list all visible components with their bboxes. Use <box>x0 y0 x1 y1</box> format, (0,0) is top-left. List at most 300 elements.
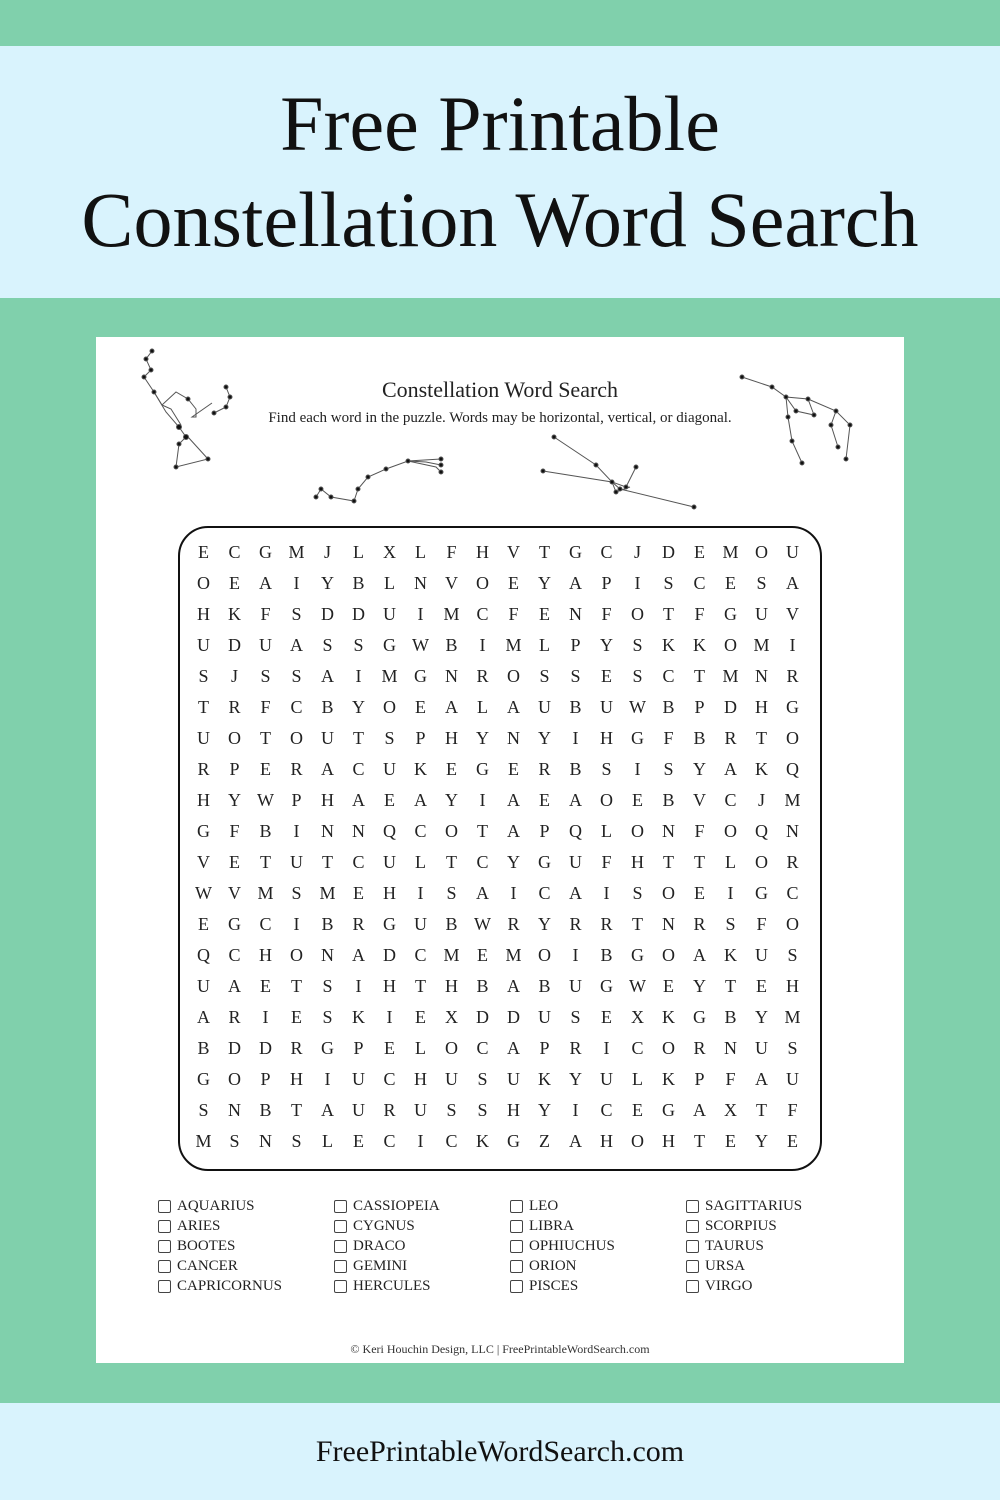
grid-letter[interactable]: G <box>383 914 396 934</box>
grid-letter[interactable]: E <box>725 1131 736 1151</box>
grid-letter[interactable]: U <box>352 1100 365 1120</box>
checkbox-icon[interactable] <box>686 1280 699 1293</box>
checkbox-icon[interactable] <box>686 1220 699 1233</box>
grid-letter[interactable]: G <box>786 697 799 717</box>
grid-letter[interactable]: M <box>381 666 398 686</box>
grid-letter[interactable]: G <box>383 635 396 655</box>
grid-letter[interactable]: G <box>228 914 241 934</box>
grid-letter[interactable]: S <box>446 883 457 903</box>
word-list-item[interactable] <box>510 1256 686 1276</box>
grid-letter[interactable]: I <box>386 1007 393 1027</box>
checkbox-icon[interactable] <box>158 1200 171 1213</box>
grid-letter[interactable]: F <box>446 542 457 562</box>
grid-letter[interactable]: K <box>755 759 768 779</box>
grid-letter[interactable]: A <box>569 573 582 593</box>
grid-letter[interactable]: U <box>197 635 210 655</box>
grid-letter[interactable]: P <box>601 573 612 593</box>
grid-letter[interactable]: I <box>634 573 641 593</box>
grid-letter[interactable]: O <box>290 945 303 965</box>
grid-letter[interactable]: T <box>415 976 426 996</box>
grid-letter[interactable]: J <box>633 542 641 562</box>
grid-letter[interactable]: B <box>662 697 675 717</box>
grid-letter[interactable]: I <box>572 1100 579 1120</box>
grid-letter[interactable]: W <box>412 635 429 655</box>
word-list-item[interactable] <box>510 1237 686 1257</box>
grid-letter[interactable]: L <box>601 821 612 841</box>
grid-letter[interactable]: T <box>756 728 767 748</box>
grid-letter[interactable]: O <box>290 728 303 748</box>
grid-letter[interactable]: C <box>352 759 365 779</box>
word-list-item[interactable] <box>686 1256 862 1276</box>
grid-letter[interactable]: T <box>756 1100 767 1120</box>
grid-letter[interactable]: A <box>445 697 458 717</box>
grid-letter[interactable]: N <box>352 821 365 841</box>
grid-letter[interactable]: S <box>260 666 271 686</box>
word-list-item[interactable] <box>158 1197 334 1217</box>
grid-letter[interactable]: Y <box>445 790 458 810</box>
grid-letter[interactable]: K <box>538 1069 551 1089</box>
grid-letter[interactable]: C <box>662 666 675 686</box>
grid-letter[interactable]: E <box>632 790 643 810</box>
grid-letter[interactable]: B <box>569 759 582 779</box>
grid-letter[interactable]: R <box>290 759 303 779</box>
grid-letter[interactable]: A <box>414 790 427 810</box>
grid-letter[interactable]: N <box>755 666 768 686</box>
grid-letter[interactable]: T <box>539 542 550 562</box>
grid-letter[interactable]: E <box>446 759 457 779</box>
grid-letter[interactable]: T <box>446 852 457 872</box>
grid-letter[interactable]: K <box>662 1069 675 1089</box>
grid-letter[interactable]: R <box>228 1007 241 1027</box>
grid-letter[interactable]: Y <box>538 573 551 593</box>
grid-letter[interactable]: R <box>786 666 799 686</box>
grid-letter[interactable]: E <box>229 573 240 593</box>
word-list-item[interactable] <box>158 1276 334 1296</box>
grid-letter[interactable]: U <box>600 697 613 717</box>
grid-letter[interactable]: A <box>507 976 520 996</box>
grid-letter[interactable]: P <box>260 1069 271 1089</box>
grid-letter[interactable]: G <box>476 759 489 779</box>
grid-letter[interactable]: U <box>538 697 551 717</box>
grid-letter[interactable]: A <box>197 1007 210 1027</box>
grid-letter[interactable]: L <box>322 1131 333 1151</box>
grid-letter[interactable]: R <box>693 1038 706 1058</box>
word-list-item[interactable] <box>510 1197 686 1217</box>
grid-letter[interactable]: S <box>570 1007 581 1027</box>
grid-letter[interactable]: E <box>694 883 705 903</box>
word-list-item[interactable] <box>686 1237 862 1257</box>
grid-letter[interactable]: M <box>195 1131 212 1151</box>
grid-letter[interactable]: O <box>786 914 799 934</box>
grid-letter[interactable]: M <box>784 790 801 810</box>
grid-letter[interactable]: A <box>321 1100 334 1120</box>
grid-letter[interactable]: F <box>694 604 705 624</box>
grid-letter[interactable]: D <box>352 604 365 624</box>
grid-letter[interactable]: O <box>755 542 768 562</box>
grid-letter[interactable]: X <box>631 1007 644 1027</box>
grid-letter[interactable]: H <box>507 1100 520 1120</box>
grid-letter[interactable]: U <box>755 604 768 624</box>
word-list-item[interactable] <box>686 1217 862 1237</box>
grid-letter[interactable]: P <box>539 821 550 841</box>
grid-letter[interactable]: I <box>417 1131 424 1151</box>
grid-letter[interactable]: O <box>662 883 675 903</box>
word-list-item[interactable] <box>158 1217 334 1237</box>
grid-letter[interactable]: B <box>538 976 551 996</box>
grid-letter[interactable]: E <box>632 1100 643 1120</box>
grid-letter[interactable]: C <box>290 697 303 717</box>
grid-letter[interactable]: D <box>383 945 396 965</box>
grid-letter[interactable]: U <box>569 976 582 996</box>
grid-letter[interactable]: I <box>634 759 641 779</box>
grid-letter[interactable]: E <box>291 1007 302 1027</box>
grid-letter[interactable]: H <box>662 1131 675 1151</box>
grid-letter[interactable]: S <box>291 666 302 686</box>
grid-letter[interactable]: P <box>291 790 302 810</box>
grid-letter[interactable]: Y <box>476 728 489 748</box>
grid-letter[interactable]: B <box>476 976 489 996</box>
grid-letter[interactable]: V <box>228 883 241 903</box>
grid-letter[interactable]: C <box>786 883 799 903</box>
grid-letter[interactable]: I <box>479 790 486 810</box>
grid-letter[interactable]: S <box>787 1038 798 1058</box>
grid-letter[interactable]: D <box>228 1038 241 1058</box>
grid-letter[interactable]: C <box>383 1131 396 1151</box>
grid-letter[interactable]: N <box>321 821 334 841</box>
word-list-item[interactable] <box>334 1197 510 1217</box>
grid-letter[interactable]: U <box>197 976 210 996</box>
grid-letter[interactable]: O <box>197 573 210 593</box>
grid-letter[interactable]: O <box>724 635 737 655</box>
grid-letter[interactable]: T <box>322 852 333 872</box>
grid-letter[interactable]: A <box>755 1069 768 1089</box>
grid-letter[interactable]: S <box>477 1069 488 1089</box>
grid-letter[interactable]: O <box>724 821 737 841</box>
checkbox-icon[interactable] <box>510 1200 523 1213</box>
grid-letter[interactable]: Z <box>539 1131 550 1151</box>
grid-letter[interactable]: O <box>631 821 644 841</box>
grid-letter[interactable]: I <box>510 883 517 903</box>
grid-letter[interactable]: Y <box>538 1100 551 1120</box>
grid-letter[interactable]: Y <box>507 852 520 872</box>
grid-letter[interactable]: E <box>229 852 240 872</box>
grid-letter[interactable]: I <box>417 604 424 624</box>
grid-letter[interactable]: H <box>383 976 396 996</box>
grid-letter[interactable]: A <box>693 945 706 965</box>
grid-letter[interactable]: K <box>476 1131 489 1151</box>
grid-letter[interactable]: Q <box>383 821 396 841</box>
grid-letter[interactable]: Y <box>755 1007 768 1027</box>
grid-letter[interactable]: F <box>663 728 674 748</box>
grid-letter[interactable]: D <box>259 1038 272 1058</box>
grid-letter[interactable]: E <box>198 914 209 934</box>
grid-letter[interactable]: N <box>724 1038 737 1058</box>
grid-letter[interactable]: H <box>414 1069 427 1089</box>
checkbox-icon[interactable] <box>334 1240 347 1253</box>
checkbox-icon[interactable] <box>510 1280 523 1293</box>
grid-letter[interactable]: O <box>445 821 458 841</box>
grid-letter[interactable]: A <box>507 790 520 810</box>
grid-letter[interactable]: U <box>538 1007 551 1027</box>
grid-letter[interactable]: B <box>259 821 272 841</box>
grid-letter[interactable]: S <box>632 666 643 686</box>
grid-letter[interactable]: I <box>293 821 300 841</box>
grid-letter[interactable]: C <box>476 1038 489 1058</box>
grid-letter[interactable]: F <box>601 604 612 624</box>
grid-letter[interactable]: F <box>260 604 271 624</box>
grid-letter[interactable]: A <box>786 573 799 593</box>
grid-letter[interactable]: S <box>384 728 395 748</box>
grid-letter[interactable]: U <box>445 1069 458 1089</box>
grid-letter[interactable]: H <box>321 790 334 810</box>
grid-letter[interactable]: G <box>724 604 737 624</box>
grid-letter[interactable]: K <box>724 945 737 965</box>
grid-letter[interactable]: A <box>228 976 241 996</box>
grid-letter[interactable]: S <box>322 976 333 996</box>
grid-letter[interactable]: I <box>324 1069 331 1089</box>
grid-letter[interactable]: Q <box>755 821 768 841</box>
grid-letter[interactable]: I <box>572 945 579 965</box>
grid-letter[interactable]: P <box>229 759 240 779</box>
grid-letter[interactable]: E <box>508 573 519 593</box>
grid-letter[interactable]: B <box>197 1038 210 1058</box>
grid-letter[interactable]: K <box>352 1007 365 1027</box>
grid-letter[interactable]: Y <box>600 635 613 655</box>
grid-letter[interactable]: P <box>353 1038 364 1058</box>
grid-letter[interactable]: K <box>414 759 427 779</box>
grid-letter[interactable]: R <box>476 666 489 686</box>
grid-letter[interactable]: G <box>507 1131 520 1151</box>
grid-letter[interactable]: R <box>352 914 365 934</box>
grid-letter[interactable]: I <box>603 883 610 903</box>
grid-letter[interactable]: T <box>663 852 674 872</box>
grid-letter[interactable]: T <box>477 821 488 841</box>
grid-letter[interactable]: I <box>479 635 486 655</box>
grid-letter[interactable]: D <box>507 1007 520 1027</box>
grid-letter[interactable]: T <box>353 728 364 748</box>
grid-letter[interactable]: U <box>786 1069 799 1089</box>
grid-letter[interactable]: C <box>724 790 737 810</box>
checkbox-icon[interactable] <box>334 1280 347 1293</box>
grid-letter[interactable]: K <box>228 604 241 624</box>
grid-letter[interactable]: I <box>789 635 796 655</box>
grid-letter[interactable]: O <box>228 728 241 748</box>
grid-letter[interactable]: C <box>600 542 613 562</box>
grid-letter[interactable]: N <box>414 573 427 593</box>
grid-letter[interactable]: T <box>291 1100 302 1120</box>
checkbox-icon[interactable] <box>334 1260 347 1273</box>
grid-letter[interactable]: Y <box>538 728 551 748</box>
grid-letter[interactable]: B <box>693 728 706 748</box>
grid-letter[interactable]: H <box>755 697 768 717</box>
grid-letter[interactable]: I <box>417 883 424 903</box>
grid-letter[interactable]: G <box>600 976 613 996</box>
grid-letter[interactable]: B <box>259 1100 272 1120</box>
grid-letter[interactable]: U <box>383 759 396 779</box>
grid-letter[interactable]: Y <box>321 573 334 593</box>
word-list-item[interactable] <box>334 1276 510 1296</box>
grid-letter[interactable]: L <box>539 635 550 655</box>
grid-letter[interactable]: H <box>786 976 799 996</box>
grid-letter[interactable]: R <box>197 759 210 779</box>
grid-letter[interactable]: Y <box>538 914 551 934</box>
grid-letter[interactable]: N <box>228 1100 241 1120</box>
grid-letter[interactable]: E <box>539 604 550 624</box>
grid-letter[interactable]: S <box>787 945 798 965</box>
grid-letter[interactable]: N <box>445 666 458 686</box>
grid-letter[interactable]: L <box>415 852 426 872</box>
grid-letter[interactable]: B <box>569 697 582 717</box>
grid-letter[interactable]: G <box>631 945 644 965</box>
grid-letter[interactable]: T <box>198 697 209 717</box>
grid-letter[interactable]: F <box>229 821 240 841</box>
grid-letter[interactable]: B <box>662 790 675 810</box>
grid-letter[interactable]: U <box>786 542 799 562</box>
grid-letter[interactable]: K <box>693 635 706 655</box>
grid-letter[interactable]: N <box>507 728 520 748</box>
grid-letter[interactable]: I <box>293 573 300 593</box>
grid-letter[interactable]: E <box>601 666 612 686</box>
grid-letter[interactable]: A <box>259 573 272 593</box>
grid-letter[interactable]: R <box>693 914 706 934</box>
grid-letter[interactable]: E <box>384 790 395 810</box>
grid-letter[interactable]: N <box>321 945 334 965</box>
grid-letter[interactable]: H <box>259 945 272 965</box>
grid-letter[interactable]: A <box>507 697 520 717</box>
checkbox-icon[interactable] <box>510 1240 523 1253</box>
checkbox-icon[interactable] <box>686 1260 699 1273</box>
checkbox-icon[interactable] <box>510 1220 523 1233</box>
grid-letter[interactable]: E <box>601 1007 612 1027</box>
grid-letter[interactable]: P <box>415 728 426 748</box>
grid-letter[interactable]: A <box>352 790 365 810</box>
grid-letter[interactable]: H <box>476 542 489 562</box>
grid-letter[interactable]: U <box>569 852 582 872</box>
grid-letter[interactable]: M <box>505 635 522 655</box>
grid-letter[interactable]: X <box>445 1007 458 1027</box>
grid-letter[interactable]: E <box>694 542 705 562</box>
grid-letter[interactable]: A <box>569 883 582 903</box>
word-list-item[interactable] <box>510 1276 686 1296</box>
grid-letter[interactable]: R <box>724 728 737 748</box>
grid-letter[interactable]: S <box>322 1007 333 1027</box>
grid-letter[interactable]: S <box>725 914 736 934</box>
grid-letter[interactable]: V <box>786 604 799 624</box>
grid-letter[interactable]: I <box>293 914 300 934</box>
grid-letter[interactable]: G <box>755 883 768 903</box>
grid-letter[interactable]: F <box>601 852 612 872</box>
grid-letter[interactable]: S <box>477 1100 488 1120</box>
grid-letter[interactable]: A <box>693 1100 706 1120</box>
grid-letter[interactable]: Y <box>755 1131 768 1151</box>
grid-letter[interactable]: H <box>445 728 458 748</box>
grid-letter[interactable]: C <box>600 1100 613 1120</box>
word-list-item[interactable] <box>334 1217 510 1237</box>
grid-letter[interactable]: M <box>784 1007 801 1027</box>
grid-letter[interactable]: R <box>507 914 520 934</box>
grid-letter[interactable]: G <box>321 1038 334 1058</box>
grid-letter[interactable]: S <box>198 1100 209 1120</box>
grid-letter[interactable]: S <box>291 1131 302 1151</box>
grid-letter[interactable]: E <box>415 697 426 717</box>
grid-letter[interactable]: A <box>569 790 582 810</box>
grid-letter[interactable]: E <box>663 976 674 996</box>
grid-letter[interactable]: W <box>629 697 646 717</box>
grid-letter[interactable]: E <box>787 1131 798 1151</box>
grid-letter[interactable]: B <box>321 697 334 717</box>
grid-letter[interactable]: E <box>353 1131 364 1151</box>
grid-letter[interactable]: L <box>353 542 364 562</box>
grid-letter[interactable]: R <box>290 1038 303 1058</box>
grid-letter[interactable]: C <box>228 542 241 562</box>
grid-letter[interactable]: M <box>319 883 336 903</box>
grid-letter[interactable]: R <box>383 1100 396 1120</box>
grid-letter[interactable]: O <box>507 666 520 686</box>
grid-letter[interactable]: S <box>446 1100 457 1120</box>
grid-letter[interactable]: G <box>569 542 582 562</box>
grid-letter[interactable]: E <box>198 542 209 562</box>
grid-letter[interactable]: O <box>755 852 768 872</box>
grid-letter[interactable]: C <box>631 1038 644 1058</box>
grid-letter[interactable]: C <box>352 852 365 872</box>
grid-letter[interactable]: R <box>228 697 241 717</box>
checkbox-icon[interactable] <box>686 1200 699 1213</box>
grid-letter[interactable]: G <box>631 728 644 748</box>
grid-letter[interactable]: U <box>352 1069 365 1089</box>
grid-letter[interactable]: F <box>694 821 705 841</box>
grid-letter[interactable]: Y <box>352 697 365 717</box>
grid-letter[interactable]: P <box>570 635 581 655</box>
grid-letter[interactable]: V <box>507 542 520 562</box>
grid-letter[interactable]: H <box>383 883 396 903</box>
grid-letter[interactable]: U <box>290 852 303 872</box>
grid-letter[interactable]: M <box>288 542 305 562</box>
grid-letter[interactable]: L <box>632 1069 643 1089</box>
grid-letter[interactable]: Y <box>693 759 706 779</box>
grid-letter[interactable]: S <box>632 883 643 903</box>
word-list-item[interactable] <box>686 1276 862 1296</box>
grid-letter[interactable]: E <box>477 945 488 965</box>
grid-letter[interactable]: A <box>569 1131 582 1151</box>
word-list-item[interactable] <box>686 1197 862 1217</box>
grid-letter[interactable]: S <box>291 604 302 624</box>
grid-letter[interactable]: U <box>414 914 427 934</box>
grid-letter[interactable]: E <box>508 759 519 779</box>
grid-letter[interactable]: S <box>601 759 612 779</box>
grid-letter[interactable]: G <box>414 666 427 686</box>
grid-letter[interactable]: H <box>631 852 644 872</box>
grid-letter[interactable]: E <box>756 976 767 996</box>
grid-letter[interactable]: D <box>228 635 241 655</box>
grid-letter[interactable]: F <box>725 1069 736 1089</box>
grid-letter[interactable]: V <box>445 573 458 593</box>
grid-letter[interactable]: N <box>259 1131 272 1151</box>
grid-letter[interactable]: A <box>321 759 334 779</box>
grid-letter[interactable]: X <box>724 1100 737 1120</box>
grid-letter[interactable]: U <box>600 1069 613 1089</box>
checkbox-icon[interactable] <box>334 1200 347 1213</box>
grid-letter[interactable]: S <box>756 573 767 593</box>
grid-letter[interactable]: M <box>722 542 739 562</box>
grid-letter[interactable]: P <box>694 697 705 717</box>
grid-letter[interactable]: R <box>569 914 582 934</box>
grid-letter[interactable]: M <box>257 883 274 903</box>
grid-letter[interactable]: U <box>197 728 210 748</box>
grid-letter[interactable]: B <box>600 945 613 965</box>
grid-letter[interactable]: E <box>725 573 736 593</box>
grid-letter[interactable]: P <box>694 1069 705 1089</box>
grid-letter[interactable]: O <box>538 945 551 965</box>
